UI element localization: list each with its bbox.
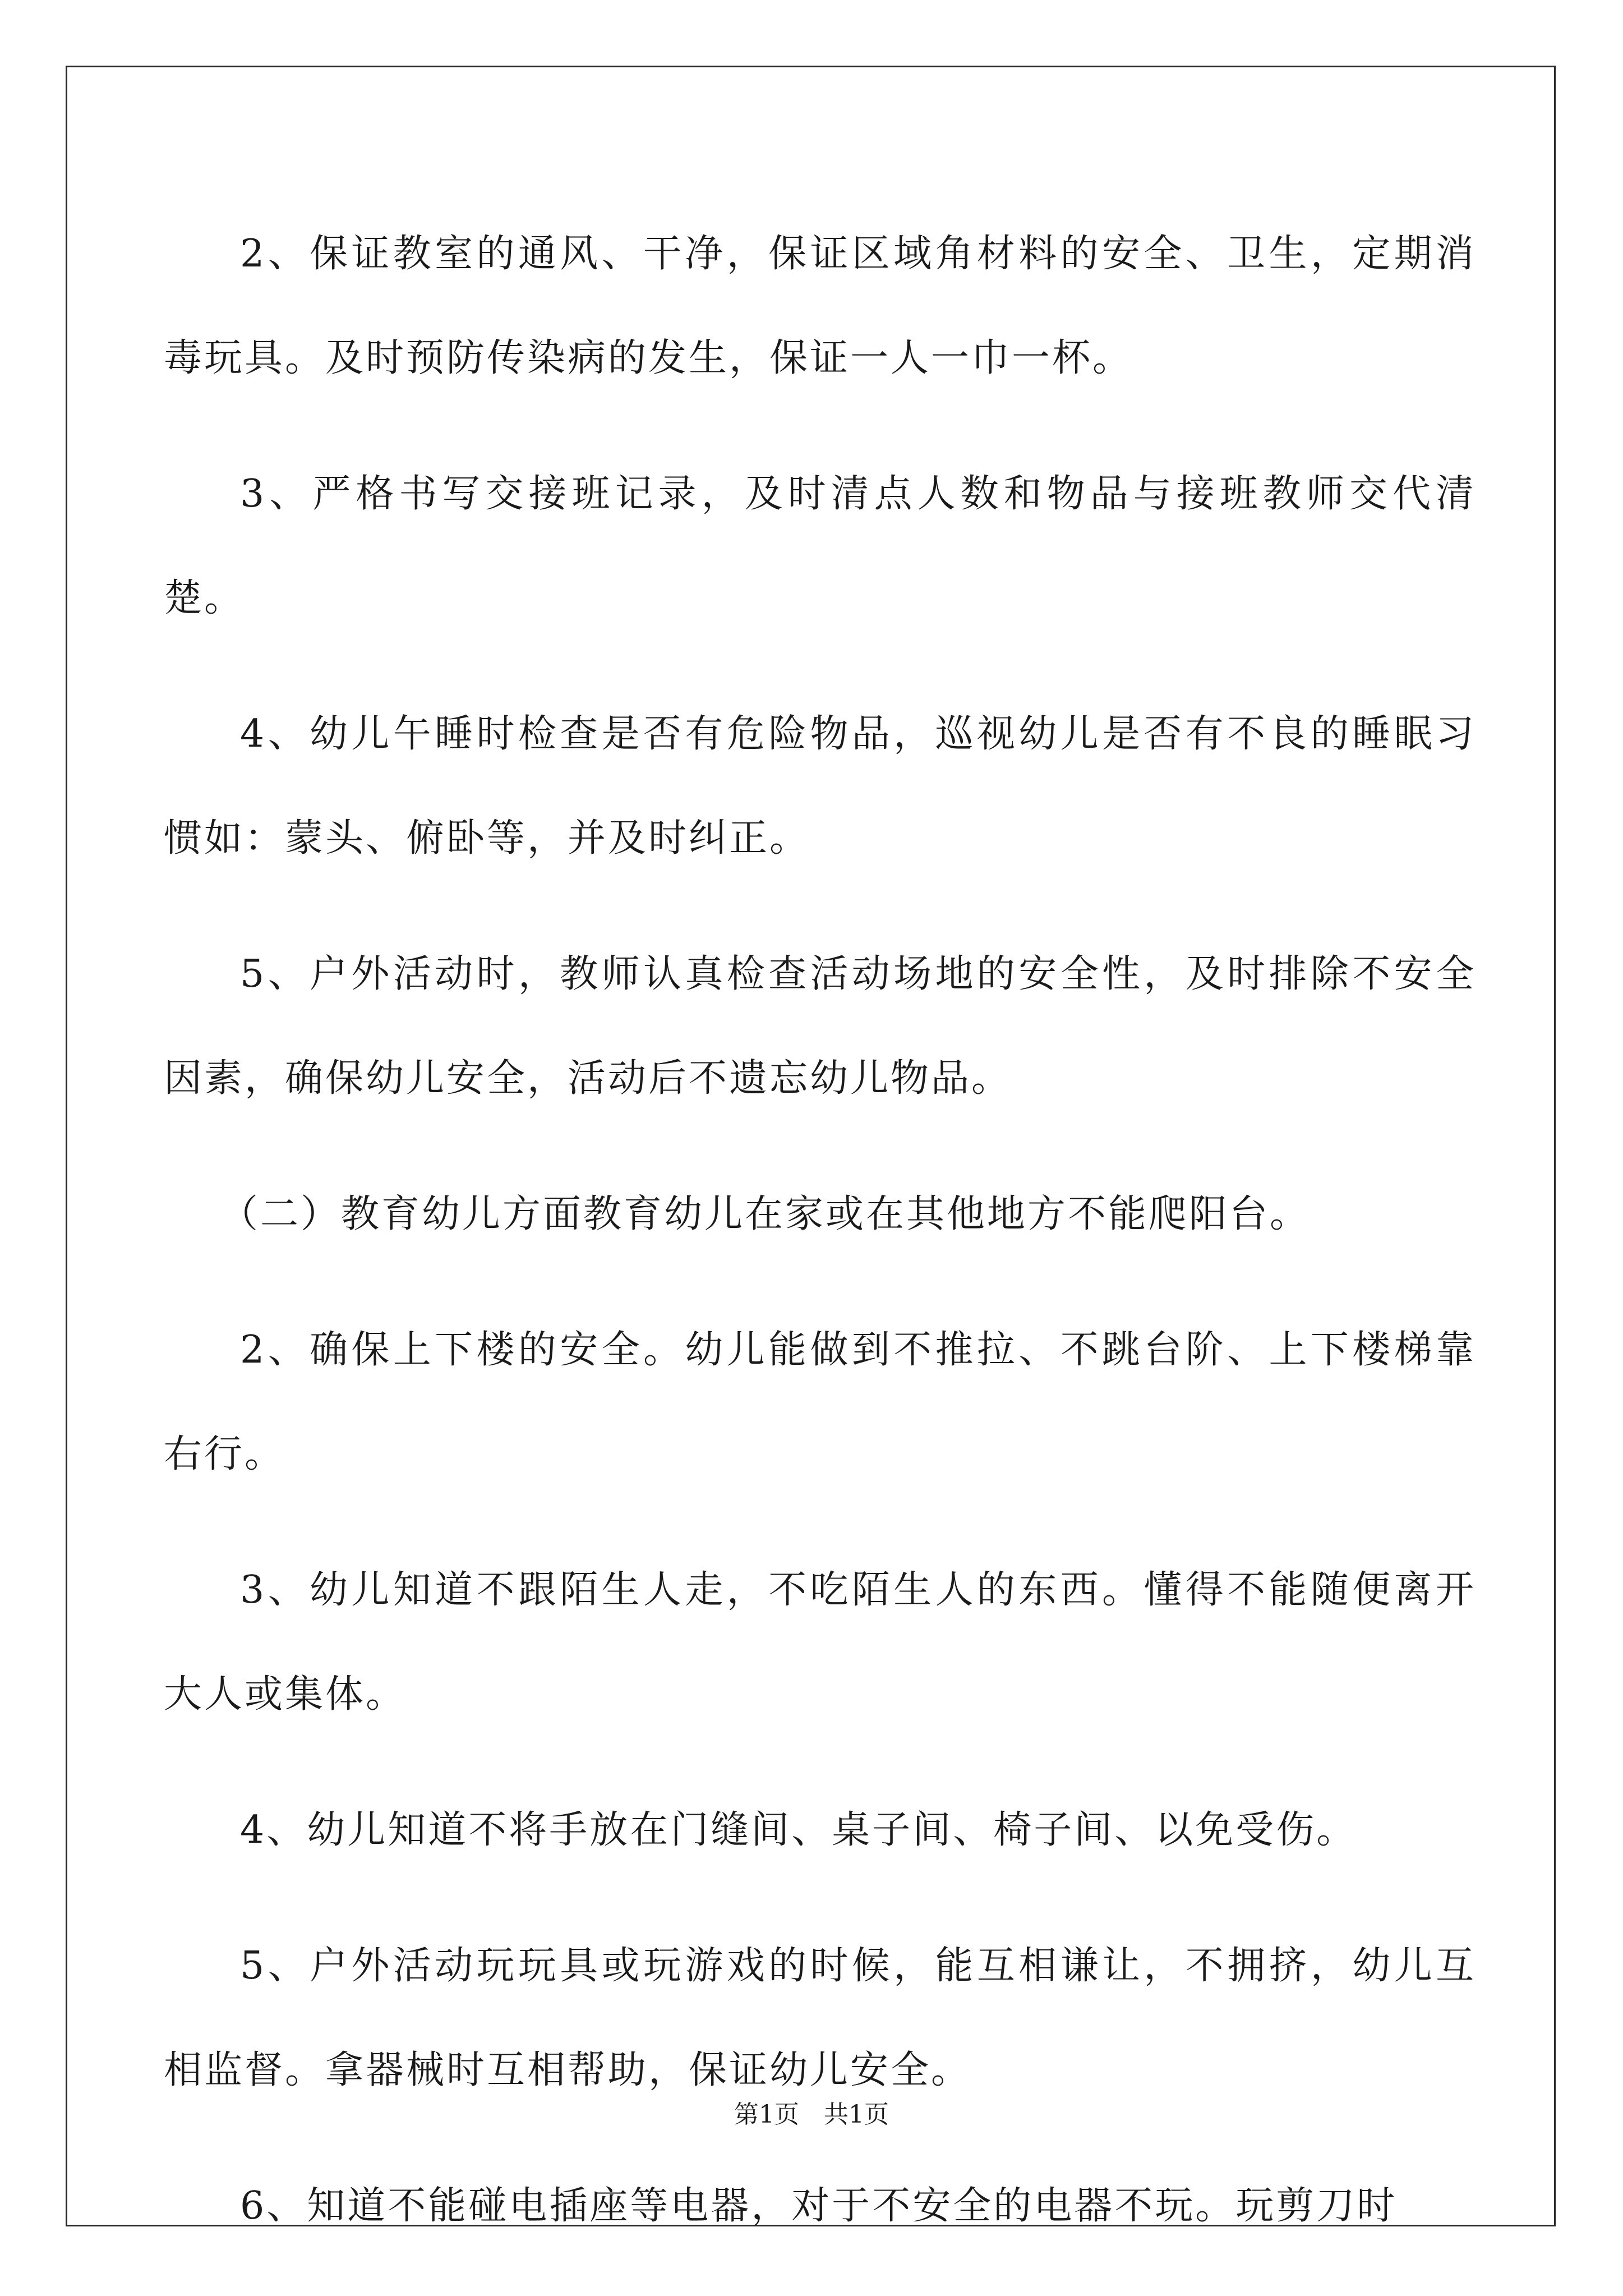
- page-total: 共1页: [824, 2100, 889, 2129]
- paragraph: 6、知道不能碰电插座等电器，对于不安全的电器不玩。玩剪刀时: [240, 2184, 1398, 2228]
- document-body: [164, 202, 1476, 2290]
- page-number: 第1页: [734, 2100, 799, 2129]
- paragraph: （二）教育幼儿方面教育幼儿在家或在其他地方不能爬阳台。: [220, 1192, 1311, 1236]
- paragraph: 2、保证教室的通风、干净，保证区域角材料的安全、卫生，定期消毒玩具。及时预防传染病的发生，保证一人一巾一杯。: [164, 232, 1476, 380]
- paragraph: 3、严格书写交接班记录，及时清点人数和物品与接班教师交代清楚。: [164, 472, 1476, 620]
- paragraph: 3、幼儿知道不跟陌生人走，不吃陌生人的东西。懂得不能随便离开大人或集体。: [164, 1568, 1476, 1717]
- paragraph: 4、幼儿知道不将手放在门缝间、桌子间、椅子间、以免受伤。: [240, 1808, 1357, 1852]
- paragraph: 5、户外活动玩玩具或玩游戏的时候，能互相谦让，不拥挤，幼儿互相监督。拿器械时互相帮助，保证幼儿安全。: [164, 1944, 1476, 2092]
- page-footer: [0, 2098, 1623, 2132]
- paragraph: 4、幼儿午睡时检查是否有危险物品，巡视幼儿是否有不良的睡眠习惯如：蒙头、俯卧等，并及时纠正。: [164, 712, 1476, 861]
- paragraph: 5、户外活动时，教师认真检查活动场地的安全性，及时排除不安全因素，确保幼儿安全，活动后不遗忘幼儿物品。: [164, 952, 1476, 1101]
- paragraph: 2、确保上下楼的安全。幼儿能做到不推拉、不跳台阶、上下楼梯靠右行。: [164, 1328, 1476, 1476]
